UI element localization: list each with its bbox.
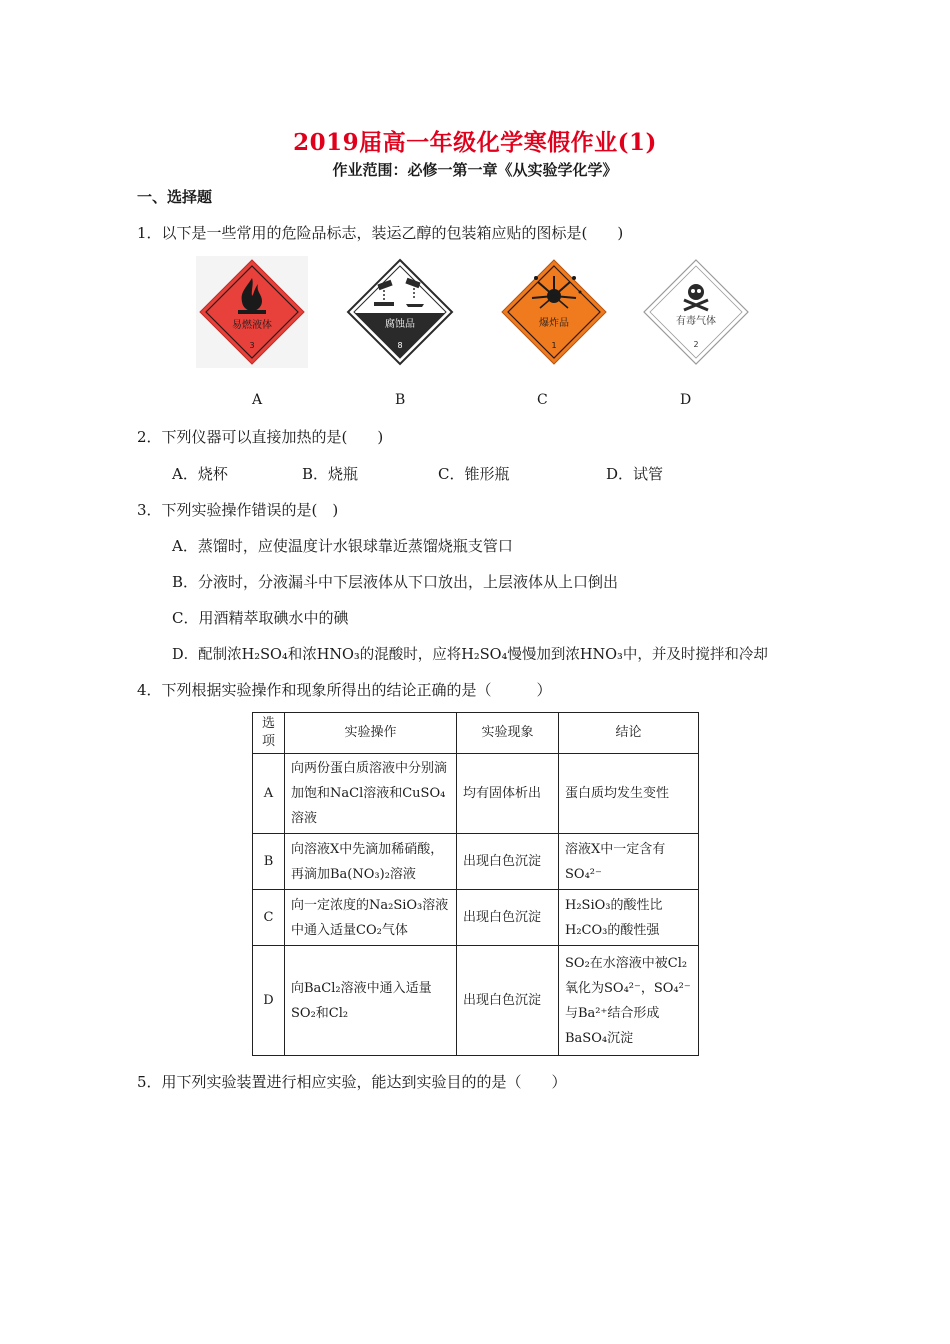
page-title: 2019届高一年级化学寒假作业(1) — [293, 129, 657, 156]
hazard-sign-d — [640, 256, 752, 368]
row-conclusion: SO₂在水溶液中被Cl₂氧化为SO₄²⁻，SO₄²⁻与Ba²⁺结合形成BaSO₄沉淀 — [559, 946, 699, 1056]
sign-letter-a: A — [252, 392, 263, 408]
section-heading: 一、选择题 — [137, 188, 213, 206]
q2-option-a: A．烧杯 — [172, 465, 228, 483]
row-option: B — [253, 834, 285, 890]
hazard-sign-a — [196, 256, 308, 368]
sign-label: 腐蚀品 — [385, 319, 415, 330]
question-3: 3．下列实验操作错误的是( ) — [137, 501, 339, 519]
sign-number: 1 — [551, 341, 557, 350]
question-5: 5．用下列实验装置进行相应实验，能达到实验目的的是（ ） — [137, 1073, 567, 1091]
sign-letter-d: D — [680, 392, 692, 408]
hazard-sign-b — [344, 256, 456, 368]
table-row — [253, 834, 699, 890]
q3-option-a: A．蒸馏时，应使温度计水银球靠近蒸馏烧瓶支管口 — [172, 537, 513, 555]
row-operation: 向溶液X中先滴加稀硝酸，再滴加Ba(NO₃)₂溶液 — [285, 834, 457, 890]
row-conclusion: 蛋白质均发生变性 — [559, 754, 699, 834]
q3-option-d: D．配制浓H₂SO₄和浓HNO₃的混酸时，应将H₂SO₄慢慢加到浓HNO₃中，并及时搅拌和冷却 — [172, 647, 768, 663]
row-option: A — [253, 754, 285, 834]
row-phenomenon: 出现白色沉淀 — [457, 946, 559, 1056]
row-phenomenon: 出现白色沉淀 — [457, 834, 559, 890]
row-operation: 向两份蛋白质溶液中分别滴加饱和NaCl溶液和CuSO₄溶液 — [285, 754, 457, 834]
sign-letter-c: C — [537, 392, 548, 408]
q3-option-c: C．用酒精萃取碘水中的碘 — [172, 609, 349, 627]
row-option: D — [253, 946, 285, 1056]
row-conclusion: 溶液X中一定含有SO₄²⁻ — [559, 834, 699, 890]
sign-number: 3 — [249, 341, 255, 350]
row-phenomenon: 均有固体析出 — [457, 754, 559, 834]
sign-number: 2 — [693, 340, 699, 349]
q2-option-d: D．试管 — [606, 465, 664, 483]
header-option: 选项 — [253, 713, 285, 754]
q2-option-c: C．锥形瓶 — [438, 465, 510, 483]
row-option: C — [253, 890, 285, 946]
row-operation: 向一定浓度的Na₂SiO₃溶液中通入适量CO₂气体 — [285, 890, 457, 946]
row-conclusion: H₂SiO₃的酸性比H₂CO₃的酸性强 — [559, 890, 699, 946]
table-row — [253, 890, 699, 946]
table-header-row — [253, 713, 699, 754]
table-row — [253, 754, 699, 834]
header-operation: 实验操作 — [285, 713, 457, 754]
sign-letter-b: B — [395, 392, 406, 408]
row-operation: 向BaCl₂溶液中通入适量SO₂和Cl₂ — [285, 946, 457, 1056]
experiment-table — [252, 712, 699, 1056]
header-phenomenon: 实验现象 — [457, 713, 559, 754]
hazard-sign-c — [498, 256, 610, 368]
sign-label: 有毒气体 — [676, 316, 716, 327]
q2-option-b: B．烧瓶 — [302, 465, 359, 483]
sign-number: 8 — [397, 341, 403, 350]
header-conclusion: 结论 — [559, 713, 699, 754]
q3-option-b: B．分液时，分液漏斗中下层液体从下口放出，上层液体从上口倒出 — [172, 573, 619, 591]
page-subtitle: 作业范围：必修一第一章《从实验学化学》 — [332, 161, 618, 179]
sign-label: 爆炸品 — [539, 318, 569, 329]
question-2: 2．下列仪器可以直接加热的是( ) — [137, 428, 384, 446]
sign-label: 易燃液体 — [232, 320, 272, 331]
table-row — [253, 946, 699, 1056]
row-phenomenon: 出现白色沉淀 — [457, 890, 559, 946]
question-1: 1．以下是一些常用的危险品标志，装运乙醇的包装箱应贴的图标是( ) — [137, 224, 624, 242]
question-4: 4．下列根据实验操作和现象所得出的结论正确的是（ ） — [137, 681, 552, 699]
